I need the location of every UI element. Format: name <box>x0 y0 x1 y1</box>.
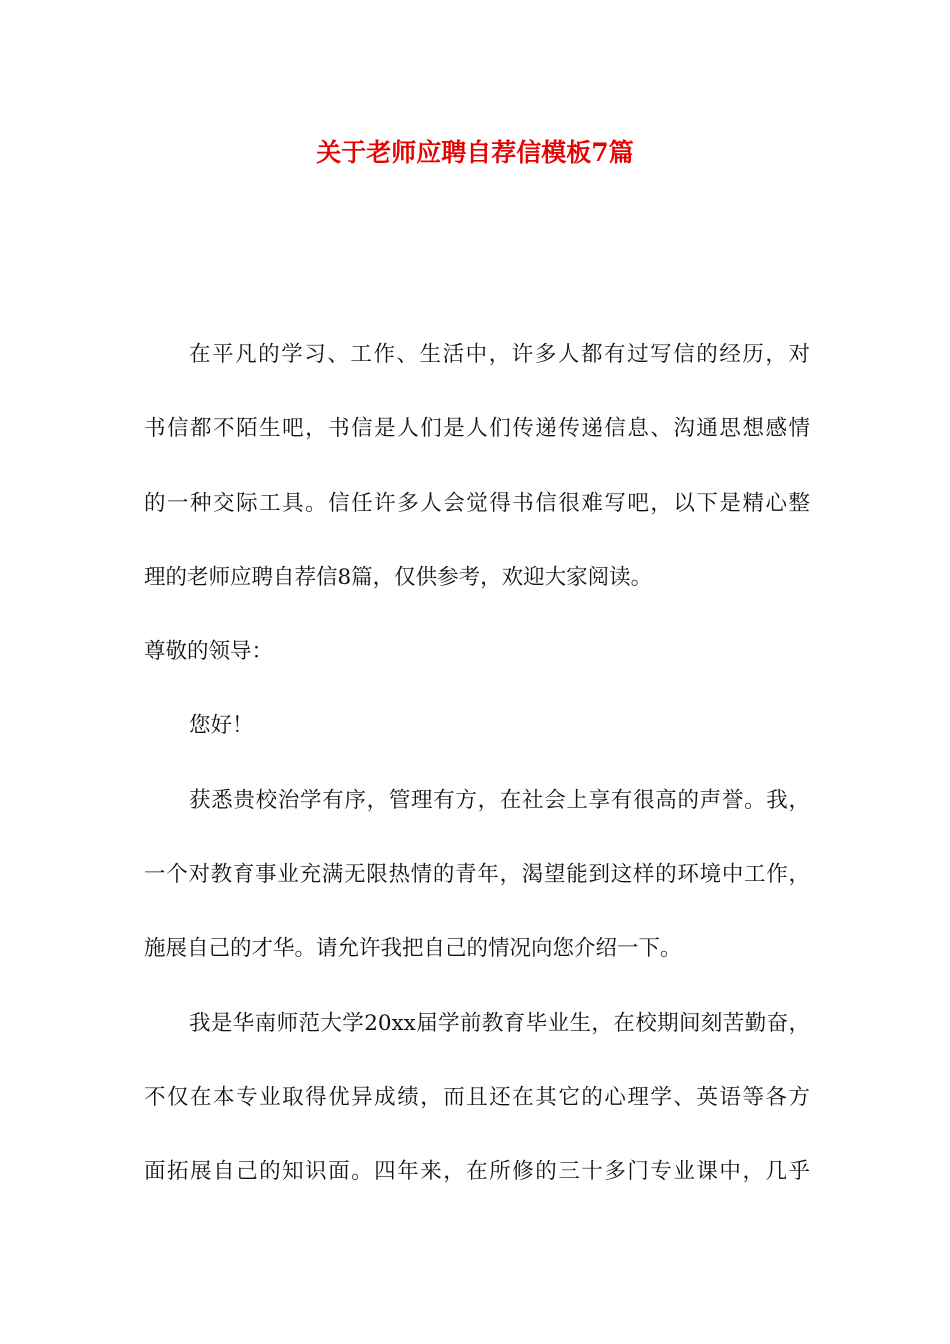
body-line: 理的老师应聘自荐信8篇，仅供参考，欢迎大家阅读。 <box>144 564 653 590</box>
body-line: 的一种交际工具。信任许多人会觉得书信很难写吧，以下是精心整 <box>144 490 810 516</box>
body-line: 在平凡的学习、工作、生活中，许多人都有过写信的经历，对 <box>189 342 810 367</box>
document-body <box>144 318 810 1210</box>
body-line: 不仅在本专业取得优异成绩，而且还在其它的心理学、英语等各方 <box>144 1084 810 1110</box>
body-line: 我是华南师范大学20xx届学前教育毕业生，在校期间刻苦勤奋， <box>189 1010 810 1036</box>
body-line: 您好！ <box>189 713 254 739</box>
document-title: 关于老师应聘自荐信模板7篇 <box>316 138 634 167</box>
body-line: 尊敬的领导： <box>144 639 274 665</box>
body-line: 获悉贵校治学有序，管理有方，在社会上享有很高的声誉。我， <box>189 787 810 813</box>
body-line: 书信都不陌生吧，书信是人们是人们传递传递信息、沟通思想感情 <box>144 416 810 442</box>
body-line: 施展自己的才华。请允许我把自己的情况向您介绍一下。 <box>144 936 682 962</box>
body-line: 一个对教育事业充满无限热情的青年，渴望能到这样的环境中工作， <box>144 862 810 888</box>
body-line: 面拓展自己的知识面。四年来，在所修的三十多门专业课中，几乎 <box>144 1159 810 1185</box>
